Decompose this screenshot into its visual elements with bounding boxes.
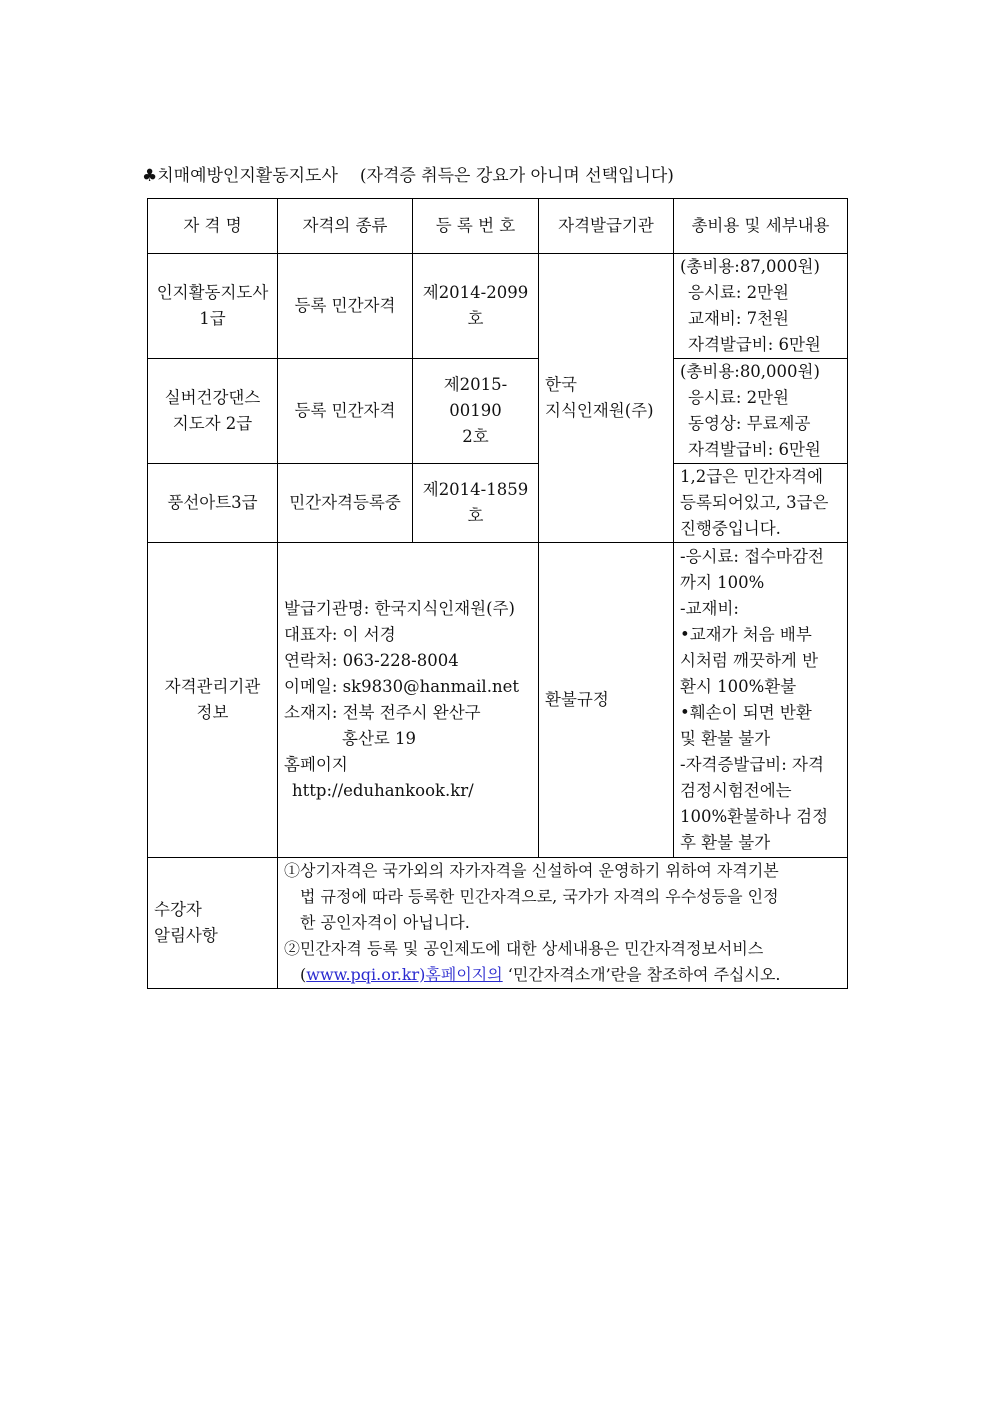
representative: 대표자: 이 서경 (284, 625, 396, 644)
notice-label: 수강자 알림사항 (148, 858, 278, 989)
certification-table (147, 198, 848, 989)
header-issuer: 자격발급기관 (539, 199, 674, 254)
cert-type: 등록 민간자격 (278, 254, 413, 359)
management-info-row (148, 543, 848, 858)
contact-phone: 연락처: 063-228-8004 (284, 651, 459, 670)
address-line2: 홍산로 19 (342, 729, 417, 748)
header-cost: 총비용 및 세부내용 (674, 199, 848, 254)
header-reg: 등 록 번 호 (413, 199, 539, 254)
cert-reg-number: 제2015-00190 2호 (413, 359, 539, 464)
homepage-label: 홈페이지 (284, 755, 348, 774)
cert-type: 민간자격등록중 (278, 464, 413, 543)
table-row (148, 359, 848, 464)
issuer-cell: 한국 지식인재원(주) (539, 254, 674, 543)
mgmt-label: 자격관리기관 정보 (148, 543, 278, 858)
title-text: ♣치매예방인지활동지도사 (142, 166, 338, 186)
table-row (148, 464, 848, 543)
pqi-link[interactable]: www.pqi.or.kr)홈페이지의 (306, 965, 503, 984)
table-row (148, 254, 848, 359)
cert-name: 풍선아트3급 (148, 464, 278, 543)
contact-email: 이메일: sk9830@hanmail.net (284, 677, 519, 696)
cert-name: 실버건강댄스 지도자 2급 (148, 359, 278, 464)
header-name: 자 격 명 (148, 199, 278, 254)
notice-text: ①상기자격은 국가외의 자가자격을 신설하여 운영하기 위하여 자격기본 법 규정에 따라 등록한 민간자격으로, 국가가 자격의 우수성등을 인정 한 공인자격이 아닙니다. ②민간자격 등록 및 공인제도에 대한 상세내용은 민간자격정보서비스 (www.pqi.or.kr)홈페이지의 ‘민간자격소개’란을 참조하여 주십시오. (278, 858, 848, 989)
refund-label: 환불규정 (539, 543, 674, 858)
cert-name: 인지활동지도사 1급 (148, 254, 278, 359)
header-type: 자격의 종류 (278, 199, 413, 254)
cert-reg-number: 제2014-1859 호 (413, 464, 539, 543)
cost-details: 1,2급은 민간자격에 등록되어있고, 3급은 진행중입니다. (674, 464, 848, 543)
address-line1: 소재지: 전북 전주시 완산구 (284, 703, 481, 722)
title-subtitle: (자격증 취득은 강요가 아니며 선택입니다) (359, 166, 674, 186)
cert-type: 등록 민간자격 (278, 359, 413, 464)
cost-details: (총비용:80,000원) 응시료: 2만원 동영상: 무료제공 자격발급비: 6만원 (674, 359, 848, 464)
homepage-url[interactable]: http://eduhankook.kr/ (292, 781, 474, 800)
issuer-name: 발급기관명: 한국지식인재원(주) (284, 599, 515, 618)
cert-reg-number: 제2014-2099 호 (413, 254, 539, 359)
notice-row (148, 858, 848, 989)
mgmt-info (278, 543, 539, 858)
table-header-row (148, 199, 848, 254)
cost-details: (총비용:87,000원) 응시료: 2만원 교재비: 7천원 자격발급비: 6만원 (674, 254, 848, 359)
refund-policy: -응시료: 접수마감전 까지 100% -교재비: •교재가 처음 배부 시처럼 깨끗하게 반 환시 100%환불 •훼손이 되면 반환 및 환불 불가 -자격증발급비: 자격 검정시험전에는 100%환불하나 검정 후 환불 불가 (674, 543, 848, 858)
document-title (142, 161, 674, 186)
